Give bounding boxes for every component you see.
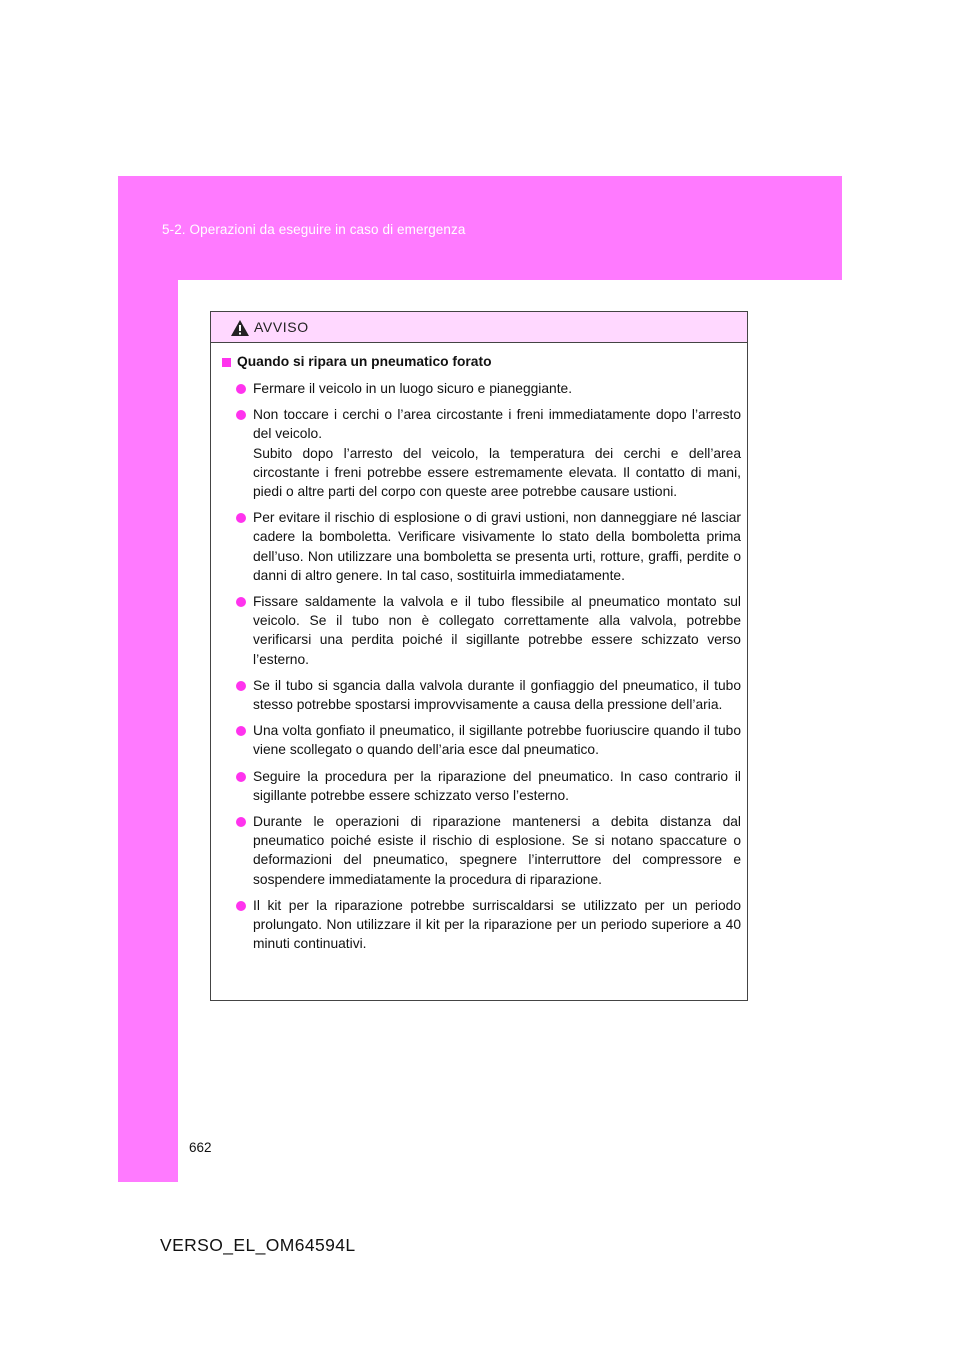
warning-item [222, 896, 741, 954]
section-heading [222, 352, 741, 372]
warning-item [222, 676, 741, 714]
warning-item-text: Fermare il veicolo in un luogo sicuro e pianeggiante. [253, 381, 573, 396]
warning-item-text: Non toccare i cerchi o l’area circostante i freni immediatamente dopo l’arresto del veicolo. [253, 407, 741, 442]
warning-item-text: Per evitare il rischio di esplosione o di gravi ustioni, non danneggiare né lasciar cadere la bomboletta. Verificare visivamente lo stato della bomboletta prima dell’uso. Non utilizzare una bomboletta se presenta urti, rotture, graffi, perdite o danni di altro genere. In tal caso, sostituirla immediatamente. [253, 510, 741, 583]
warning-item [222, 405, 741, 501]
warning-item [222, 592, 741, 669]
warning-item [222, 508, 741, 585]
document-code: VERSO_EL_OM64594L [160, 1235, 356, 1255]
warning-item [222, 379, 741, 398]
warning-item-text: Fissare saldamente la valvola e il tubo flessibile al pneumatico montato sul veicolo. Se il tubo non è collegato correttamente alla valvola, potrebbe verificarsi una perdita poiché il sigillante potrebbe essere schizzato verso l’esterno. [253, 594, 741, 667]
square-bullet-icon [222, 358, 231, 367]
warning-item [222, 812, 741, 889]
warning-item-text: Una volta gonfiato il pneumatico, il sigillante potrebbe fuoriuscire quando il tubo viene scollegato o quando dell’aria esce dal pneumatico. [253, 723, 741, 758]
page-number: 662 [189, 1140, 212, 1155]
warning-item [222, 767, 741, 805]
warning-item-text: Seguire la procedura per la riparazione del pneumatico. In caso contrario il sigillante potrebbe essere schizzato verso l’esterno. [253, 768, 741, 803]
warning-item-text: Durante le operazioni di riparazione mantenersi a debita distanza dal pneumatico poiché esiste il rischio di esplosione. Se si notano spaccature o deformazioni del pneumatico, spegnere l’interruttore del compressore e sospendere immediatamente la procedura di riparazione. [253, 814, 741, 887]
side-band [118, 280, 178, 1182]
section-heading-text: Quando si ripara un pneumatico forato [237, 354, 492, 369]
warning-item-detail: Subito dopo l’arresto del veicolo, la temperatura dei cerchi e dell’area circostante i freni potrebbe essere estremamente elevata. Il contatto di mani, piedi o altre parti del corpo con queste aree potrebbe causare ustioni. [253, 445, 741, 500]
warning-item-text: Se il tubo si sgancia dalla valvola durante il gonfiaggio del pneumatico, il tubo stesso potrebbe spostarsi improvvisamente a causa della pressione dell’aria. [253, 677, 741, 713]
warning-item [222, 721, 741, 759]
warning-item-text: Il kit per la riparazione potrebbe surriscaldarsi se utilizzato per un periodo prolungato. Non utilizzare il kit per la riparazione per un periodo superiore a 40 minuti continuativi. [253, 897, 741, 952]
section-title: 5-2. Operazioni da eseguire in caso di emergenza [162, 222, 466, 237]
warning-triangle-icon [230, 319, 250, 337]
warning-label: AVVISO [254, 319, 309, 335]
warning-header [211, 312, 747, 343]
warning-box [210, 311, 748, 1001]
warning-body [211, 343, 747, 953]
